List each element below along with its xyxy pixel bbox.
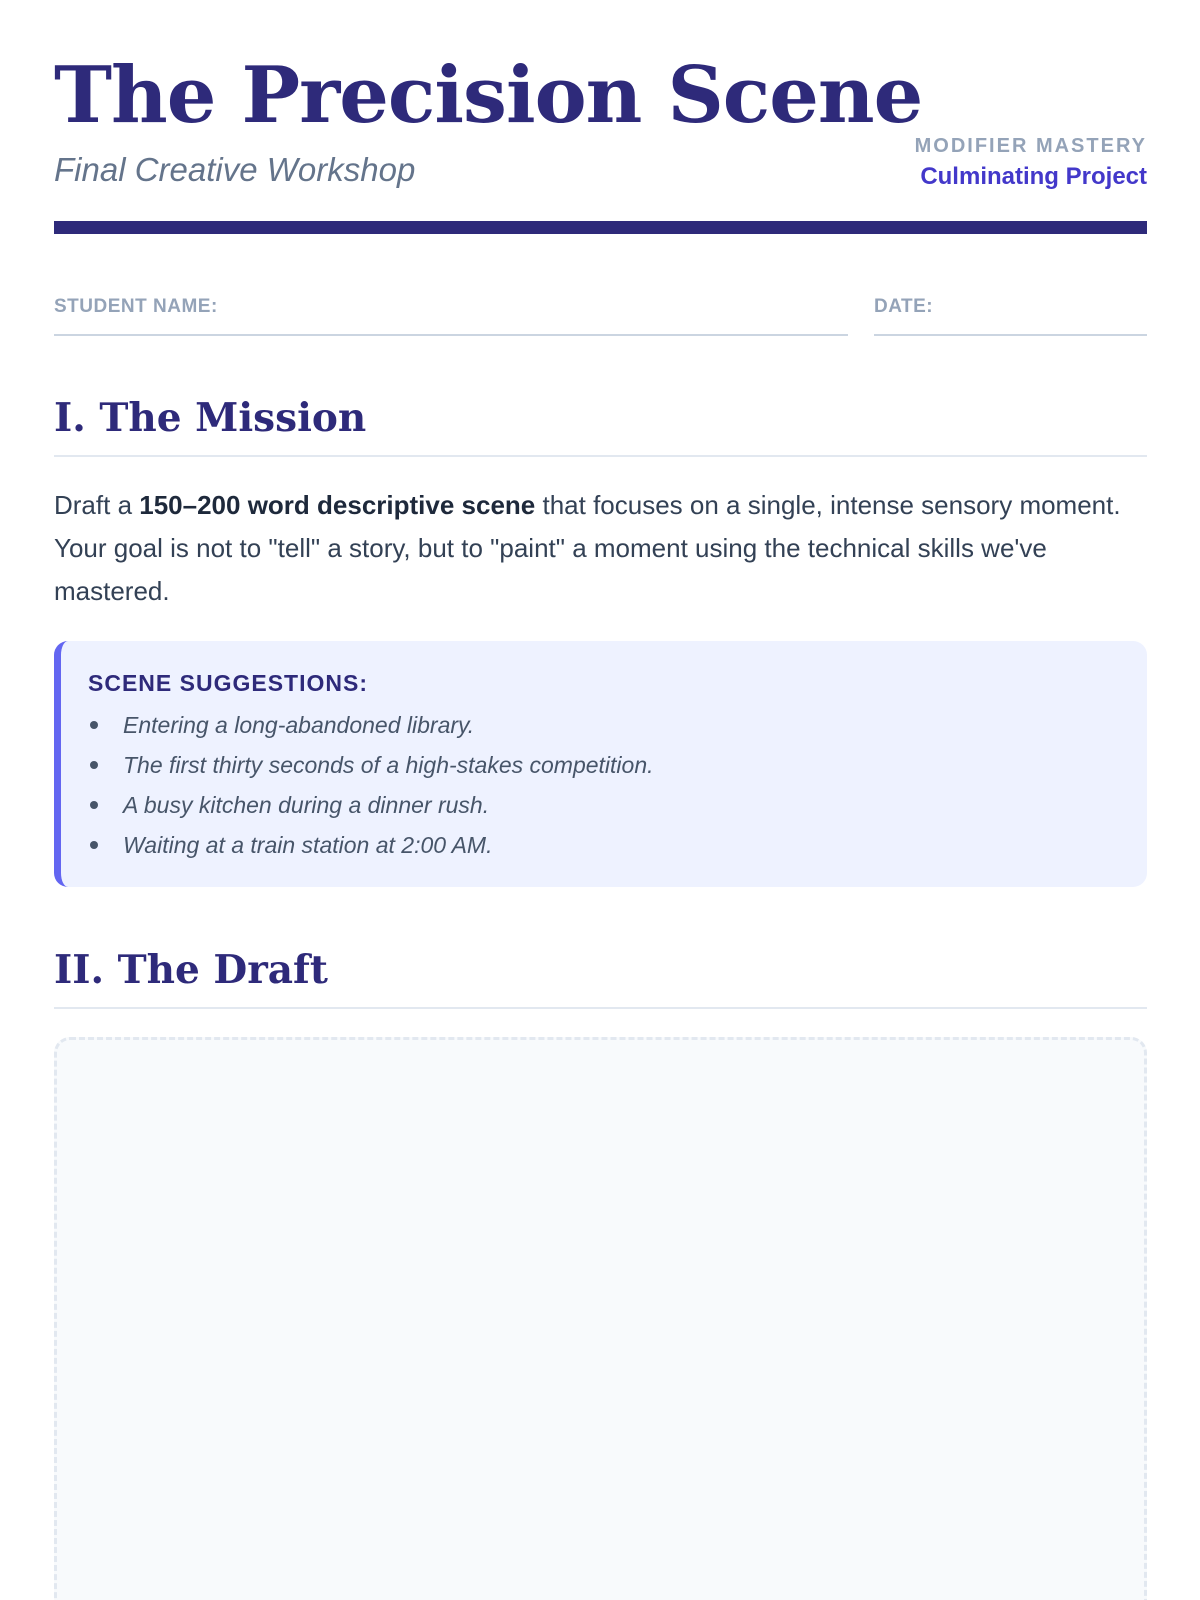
module-label: MODIFIER MASTERY: [914, 135, 1147, 157]
date-field[interactable]: [874, 296, 1147, 336]
suggestion-text: Waiting at a train station at 2:00 AM.: [123, 832, 493, 858]
scene-suggestions-callout: [54, 641, 1147, 887]
mission-description: [54, 484, 1147, 613]
draft-heading: II. The Draft: [54, 947, 328, 993]
bullet-icon: [90, 841, 98, 849]
worksheet-page: [54, 0, 1147, 1600]
list-item: [88, 785, 654, 825]
mission-divider: [54, 455, 1147, 457]
bullet-icon: [90, 801, 98, 809]
date-label: DATE:: [874, 296, 934, 317]
student-name-label: STUDENT NAME:: [54, 296, 218, 317]
list-item: [88, 825, 654, 865]
mission-text-intro: Draft a: [54, 490, 140, 520]
project-label: Culminating Project: [920, 163, 1147, 190]
worksheet-header: [54, 0, 1147, 234]
page-title: The Precision Scene: [54, 50, 923, 141]
header-divider: [54, 221, 1147, 234]
scene-suggestions-list: [88, 705, 654, 865]
mission-text-requirement: 150–200 word descriptive scene: [139, 490, 536, 520]
mission-heading: I. The Mission: [54, 395, 367, 441]
draft-divider: [54, 1007, 1147, 1009]
suggestion-text: The first thirty seconds of a high-stakes competition.: [123, 752, 654, 778]
bullet-icon: [90, 721, 98, 729]
suggestion-text: A busy kitchen during a dinner rush.: [123, 792, 490, 818]
bullet-icon: [90, 761, 98, 769]
list-item: [88, 745, 654, 785]
scene-suggestions-title: SCENE SUGGESTIONS:: [88, 670, 368, 696]
suggestion-text: Entering a long-abandoned library.: [123, 712, 475, 738]
list-item: [88, 705, 654, 745]
mission-text-details: that focuses on a single, intense sensory moment. Your goal is not to "tell" a story, but to "paint" a moment using the technical skills we've mastered.: [54, 490, 1121, 606]
page-subtitle: Final Creative Workshop: [54, 151, 416, 188]
draft-writing-area[interactable]: [54, 1037, 1147, 1600]
student-name-field[interactable]: [54, 296, 848, 336]
